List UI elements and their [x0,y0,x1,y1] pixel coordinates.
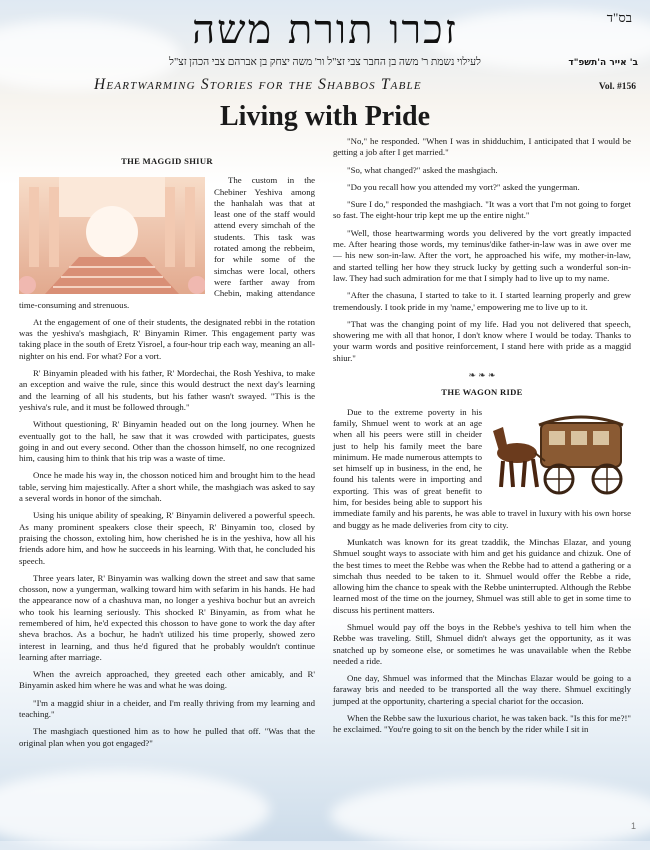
paragraph: "After the chasuna, I started to take to it. I started learning properly and grew tremendously. I took pride in my 'name,' empowering me to live up to it. [333,290,631,312]
section-heading-maggid-shiur: THE MAGGID SHIUR [121,156,213,166]
paragraph: R' Binyamin pleaded with his father, R' Mordechai, the Rosh Yeshiva, to make an exception and waive the rule, since this would destruct the next day's learning and the learning of all his students, but his father wasn't swayed. "This is the yeshiva's rule, and it must be followed through." [19,368,315,412]
paragraph: Shmuel would pay off the boys in the Rebbe's yeshiva to tell him when the Rebbe was traveling. Still, Shmuel didn't always get the opportunity, as it was snatched up by someone else, or sometimes he was unavailable when the Rebbe needed a ride. [333,621,631,666]
paragraph: Once he made his way in, the chosson noticed him and brought him to the head table, serving him majestically. After a short while, the mashgiach was asked to say a several words in honor of the simchah. [19,470,315,504]
left-column [19,150,315,755]
paragraph: At the engagement of one of their students, the designated rebbi in the rotation was the yeshiva's mashgiach, R' Binyamin Rimer. This engagement party was taking place in the south of Eretz Yisroel, a four-hour trip each way, meaning an all-nighter on his end. For what? For a vort. [19,316,315,361]
paragraph: Without questioning, R' Binyamin headed out on the long journey. When he eventually got to the hall, he saw that it was crowded with participates, guests going in and out every second. Other than the chosson himself, no one recognized him, causing him to think that his trip was a waste of time. [19,419,315,464]
cloud [330,780,650,850]
paragraph: Munkatch was known for its great tzaddik, the Minchas Elazar, and young Shmuel sought ways to associate with him and get his guidance and chizuk. One of the best times to meet the Rebbe was when the Rebbe had to attend a gathering or a simchah thus needed to be taken to it. Shmuel would offer the Rebbe a ride, allowing him the chance to speak with the Rebbe uninterrupted. Although the Rebbe learned most of the time on the journey, Shmuel was still able to get in some time to discuss his pertinent matters. [333,536,631,615]
paragraph: When the avreich approached, they greeted each other amicably, and R' Binyamin asked him where he was and what he was doing. [19,669,315,691]
paragraph: The custom in the Chebiner Yeshiva among the hanhalah was that at least one of the staff would attend every simchah of the students. This task was rotated among the rebbeim, for while some of the simchas were local, others were farther away from Chebin, making attendance time-consuming and strenuous. [19,175,315,310]
right-column [333,136,631,742]
paragraph: "Sure I do," responded the mashgiach. "It was a vort that I'm not going to forget so fast. The eight-hour trip kept me up the entire night." [333,199,631,221]
ornament-divider: ❧ ❧ ❧ [468,370,496,381]
paragraph: Three years later, R' Binyamin was walking down the street and saw that same chosson, now a yungerman, walking toward him with sefarim in his hands. He had the appearance now of a chashuva man, no longer a yeshiva bochur but an avreich who took his learning seriously. This shocked R' Binyamin, as from what he remembered of him, he'd expected this chosson to have gone to work the day after sheva brachos. As a bochur, he hadn't utilized his time properly, showed zero interest in learning, and thus he'd figured that he probably wouldn't continue learning after marriage. [19,572,315,662]
paragraph: "That was the changing point of my life. Had you not delivered that speech, showering me with all that honor, I don't know where I would be today. Thanks to your warm words and positive reinforcement, I stand here with pride as a maggid shiur." [333,318,631,363]
paragraph: Using his unique ability of speaking, R' Binyamin delivered a powerful speech. As many prominent speakers close their speech, R' Binyamin too, closed by praising the chosson, extoling him, how cherished he is in the yeshiva, how all his friends adore him, and how he succeeds in his learning. With that, he concluded his speech. [19,510,315,566]
paragraph: "No," he responded. "When I was in shidduchim, I anticipated that I would be getting a job after I get married." [333,136,631,158]
horse-wagon-image [491,409,631,501]
paragraph: When the Rebbe saw the luxurious chariot, he was taken back. "Is this for me?!" he exclaimed. "You're going to sit on the bench by the rider while I sit in [333,713,631,735]
palace-staircase-image [19,177,205,294]
paragraph: "Do you recall how you attended my vort?" asked the yungerman. [347,181,580,192]
volume-number: Vol. #156 [598,82,636,92]
paragraph: Due to the extreme poverty in his family, Shmuel went to work at an age when all his peers were still in cheider just to help his family meet the bare minimum. He made numerous attempts to set himself up in business, in the end, he found his talents were in importing and exporting. This was of great benefit to him, for besides being able to support his immediate family and his parents, he was able to travel in luxury with his own horse and buggy as he made deliveries from city to city. [333,406,631,530]
cloud [0,770,270,850]
hebrew-date: ב' אייר ה'תשפ"ד [568,58,638,68]
hebrew-masthead-title: זכרו תורת משה [192,7,458,53]
page-title: Living with Pride [219,101,430,132]
section-heading-wagon-ride: THE WAGON RIDE [441,387,523,398]
dedication-line: לעילוי נשמת ר' משה בן החבר צבי זצ"ל ור' משה יצחק בן אברהם צבי הכהן זצ"ל [169,57,481,68]
page-number: 1 [630,821,636,831]
paragraph: "I'm a maggid shiur in a cheider, and I'm really thriving from my learning and teaching." [19,697,315,720]
paragraph: "So, what changed?" asked the mashgiach. [347,164,498,175]
publication-subtitle: Heartwarming Stories for the Shabbos Table [94,76,422,93]
bsd-label: בס"ד [606,10,632,25]
paragraph: One day, Shmuel was informed that the Minchas Elazar would be going to a faraway bris and needed to be transported all the way there. Shmuel excitingly jumped at the opportunity, chartering a special chariot for the occasion. [333,673,631,706]
paragraph: "Well, those heartwarming words you delivered by the vort greatly impacted me. After hearing those words, my teminus'dike father-in-law was in awe over me — his new son-in-law. After the vort, he approached his wife, my mother-in-law, and started telling her how they struck lucky by getting such a wonderful son-in-law. They had such admiration for me that I simply had to live up to my name. [333,227,631,283]
paragraph: The mashgiach questioned him as to how he pulled that off. "Was that the original plan when you got engaged?" [19,726,315,748]
